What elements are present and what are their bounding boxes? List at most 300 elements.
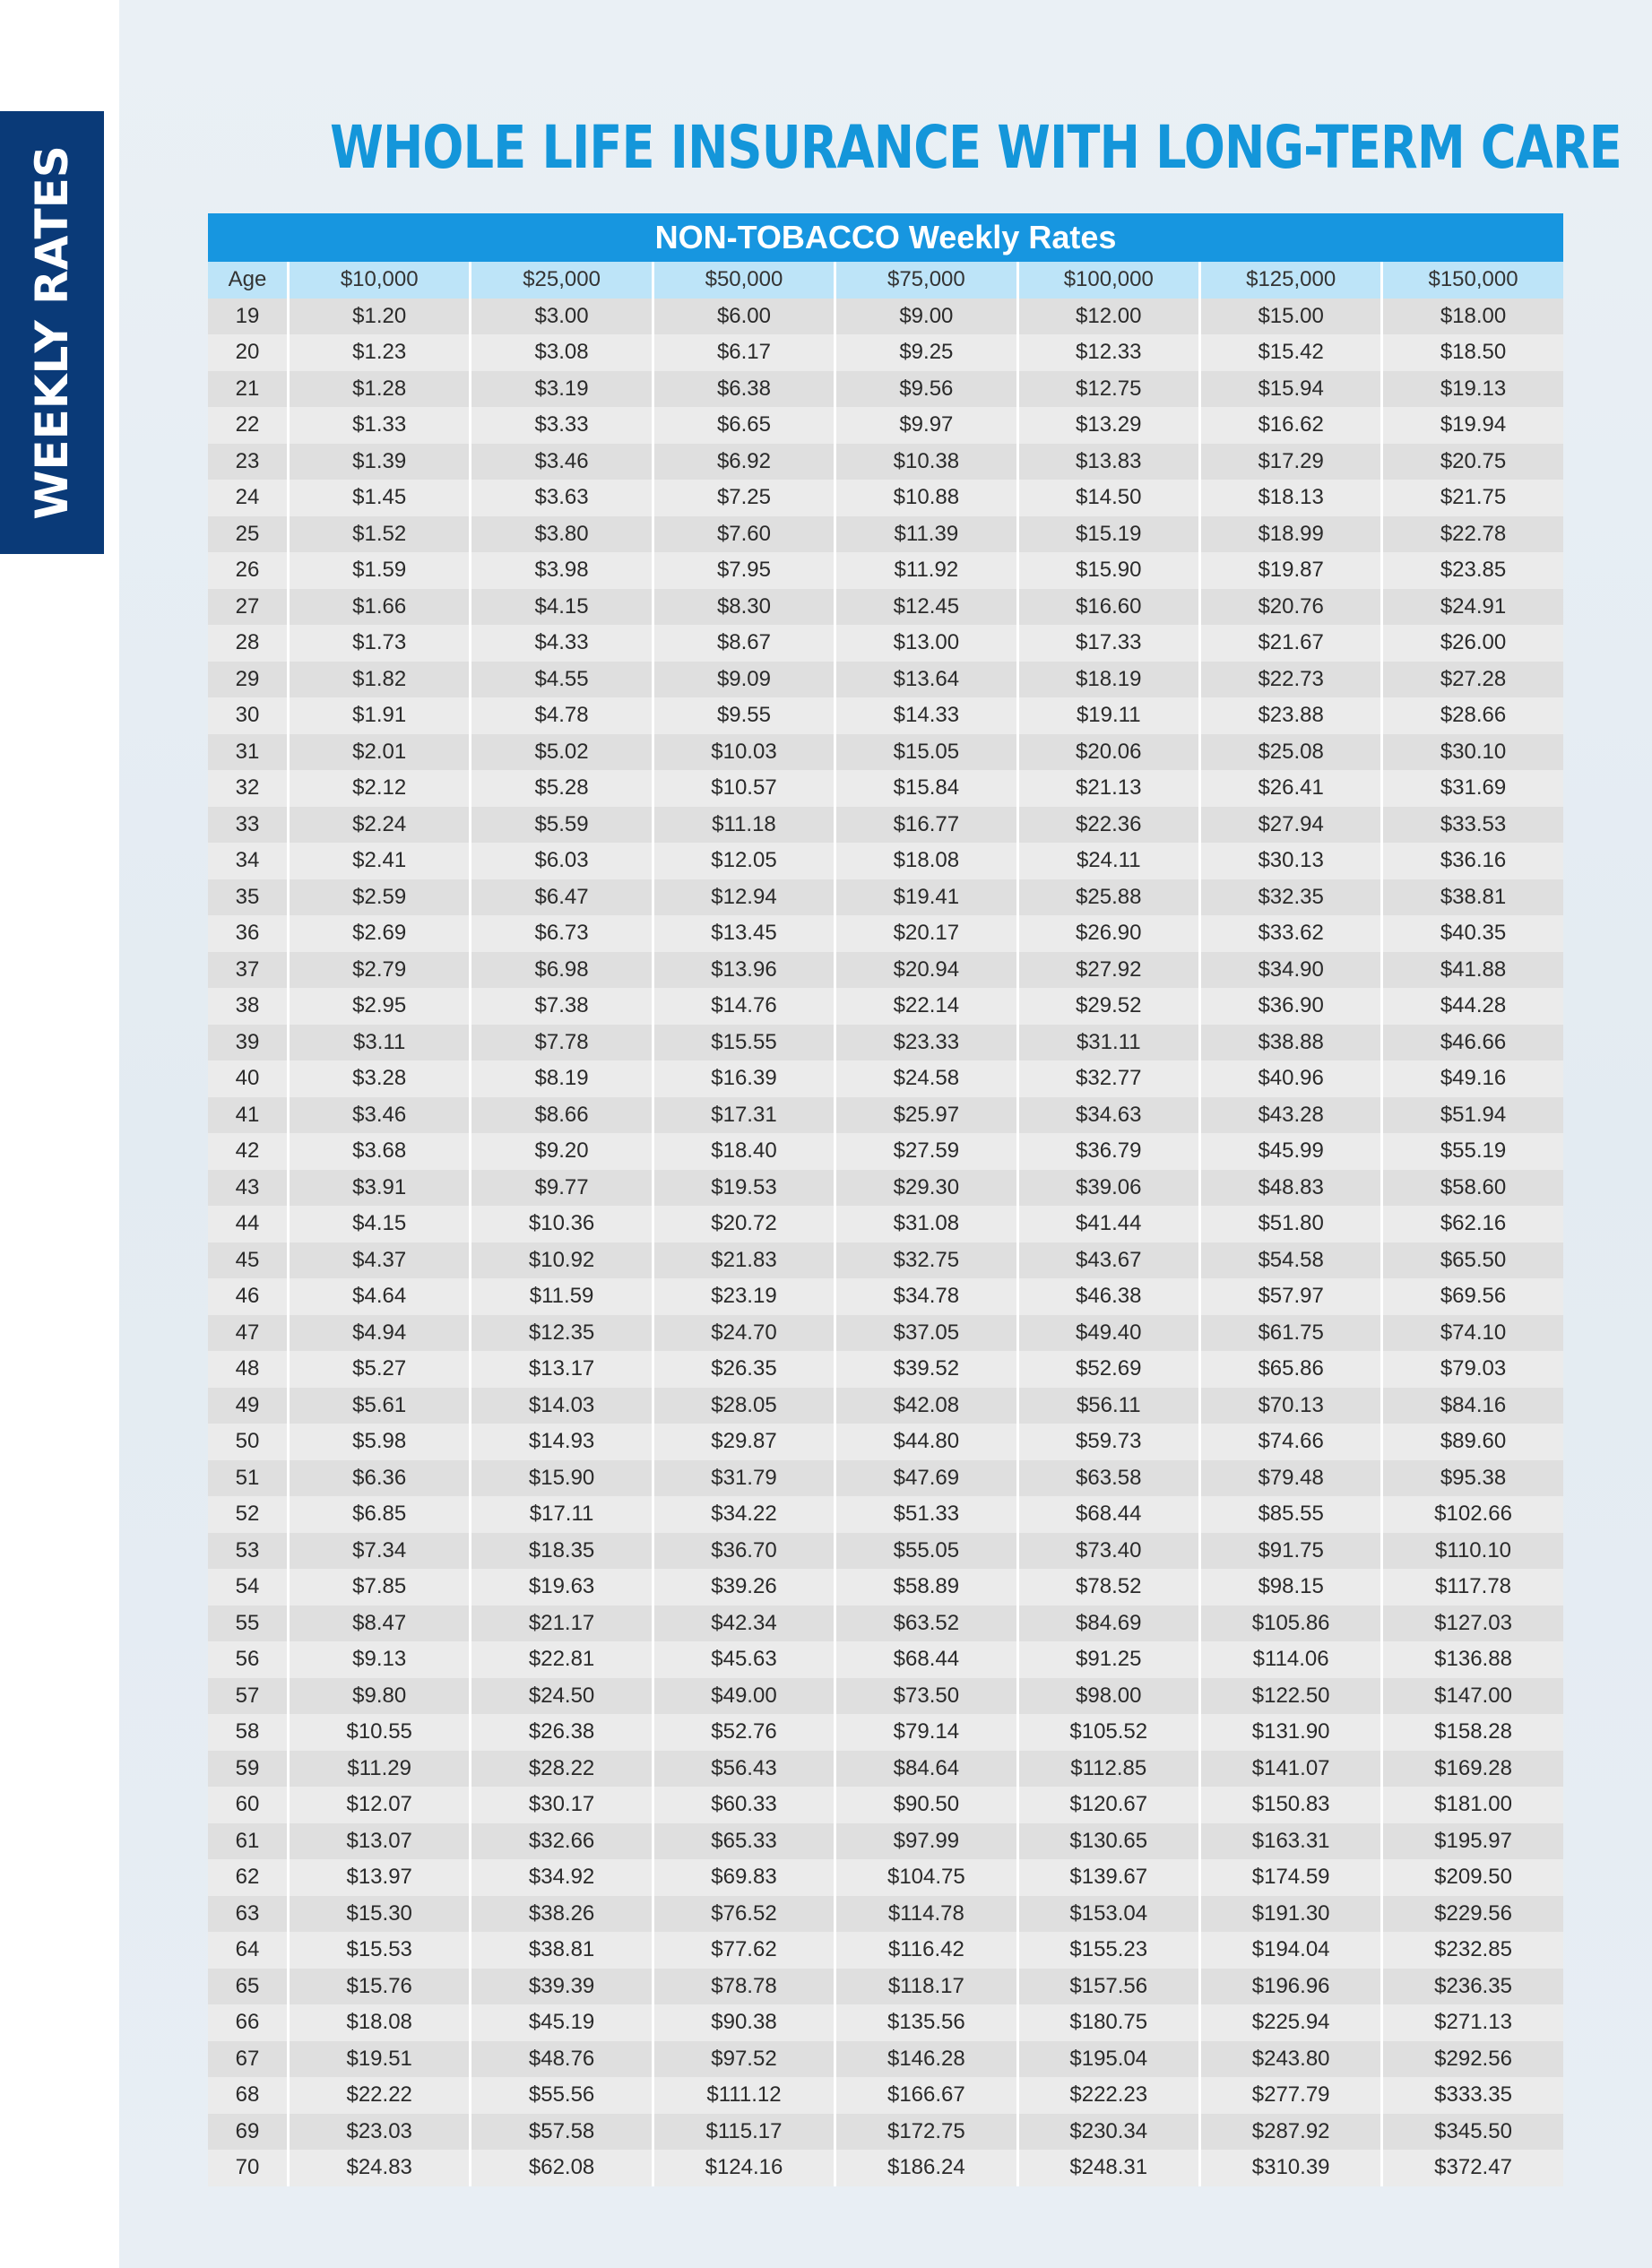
table-body (208, 299, 1563, 2186)
rate-cell: $1.23 (287, 334, 469, 371)
rate-cell: $1.39 (287, 444, 469, 480)
rate-cell: $116.42 (834, 1932, 1016, 1969)
rate-cell: $24.11 (1016, 843, 1198, 879)
rate-cell: $8.19 (469, 1060, 651, 1097)
rate-cell: $97.99 (834, 1823, 1016, 1860)
rate-cell: $37.05 (834, 1315, 1016, 1352)
rate-cell: $277.79 (1198, 2077, 1380, 2114)
table-row (208, 1242, 1563, 1279)
rate-cell: $232.85 (1380, 1932, 1562, 1969)
rate-cell: $68.44 (1016, 1496, 1198, 1533)
rate-cell: $16.62 (1198, 407, 1380, 444)
age-cell: 31 (208, 734, 287, 771)
rate-cell: $195.04 (1016, 2041, 1198, 2078)
rate-cell: $229.56 (1380, 1896, 1562, 1933)
rate-cell: $122.50 (1198, 1678, 1380, 1715)
rate-cell: $31.79 (652, 1460, 834, 1497)
rate-cell: $9.25 (834, 334, 1016, 371)
table-row (208, 1388, 1563, 1424)
rate-cell: $34.90 (1198, 952, 1380, 989)
rate-cell: $40.96 (1198, 1060, 1380, 1097)
rate-cell: $23.33 (834, 1025, 1016, 1061)
rate-cell: $102.66 (1380, 1496, 1562, 1533)
rate-cell: $44.80 (834, 1424, 1016, 1460)
rate-cell: $29.52 (1016, 988, 1198, 1025)
age-cell: 23 (208, 444, 287, 480)
table-row (208, 1533, 1563, 1570)
rate-cell: $26.41 (1198, 770, 1380, 807)
age-cell: 70 (208, 2150, 287, 2186)
table-row (208, 1170, 1563, 1207)
column-header-amount: $10,000 (287, 262, 469, 299)
rate-cell: $27.59 (834, 1133, 1016, 1170)
rate-cell: $12.33 (1016, 334, 1198, 371)
rate-cell: $195.97 (1380, 1823, 1562, 1860)
rate-cell: $14.93 (469, 1424, 651, 1460)
age-cell: 50 (208, 1424, 287, 1460)
column-header-age: Age (208, 262, 287, 299)
rate-cell: $1.82 (287, 662, 469, 698)
rate-cell: $3.33 (469, 407, 651, 444)
rate-cell: $1.33 (287, 407, 469, 444)
rate-cell: $8.66 (469, 1097, 651, 1134)
rate-cell: $19.63 (469, 1569, 651, 1606)
rate-cell: $89.60 (1380, 1424, 1562, 1460)
rate-cell: $10.55 (287, 1714, 469, 1751)
table-row (208, 2150, 1563, 2186)
rate-cell: $15.76 (287, 1969, 469, 2005)
rate-cell: $12.00 (1016, 299, 1198, 335)
rate-cell: $7.60 (652, 516, 834, 553)
rate-cell: $15.55 (652, 1025, 834, 1061)
rate-cell: $30.13 (1198, 843, 1380, 879)
rate-cell: $68.44 (834, 1641, 1016, 1678)
column-header-amount: $25,000 (469, 262, 651, 299)
table-row (208, 1751, 1563, 1788)
rate-cell: $13.97 (287, 1859, 469, 1896)
rate-cell: $25.08 (1198, 734, 1380, 771)
column-header-row (208, 262, 1563, 299)
table-row (208, 2077, 1563, 2114)
table-row (208, 1460, 1563, 1497)
rate-cell: $21.13 (1016, 770, 1198, 807)
rate-cell: $13.29 (1016, 407, 1198, 444)
rate-cell: $84.16 (1380, 1388, 1562, 1424)
table-row (208, 988, 1563, 1025)
rate-cell: $4.37 (287, 1242, 469, 1279)
table-row (208, 2004, 1563, 2041)
rate-cell: $84.64 (834, 1751, 1016, 1788)
rate-cell: $55.56 (469, 2077, 651, 2114)
rate-cell: $5.02 (469, 734, 651, 771)
rate-cell: $13.00 (834, 625, 1016, 662)
rate-cell: $19.11 (1016, 697, 1198, 734)
rate-cell: $17.31 (652, 1097, 834, 1134)
rate-cell: $3.11 (287, 1025, 469, 1061)
table-row (208, 843, 1563, 879)
rate-cell: $9.55 (652, 697, 834, 734)
table-row (208, 1859, 1563, 1896)
rate-cell: $36.16 (1380, 843, 1562, 879)
rate-cell: $25.88 (1016, 879, 1198, 916)
rate-cell: $8.30 (652, 589, 834, 626)
rate-cell: $3.00 (469, 299, 651, 335)
table-row (208, 299, 1563, 335)
rate-cell: $23.85 (1380, 552, 1562, 589)
age-cell: 27 (208, 589, 287, 626)
rate-cell: $33.62 (1198, 915, 1380, 952)
rates-table (208, 213, 1563, 2186)
side-tab (0, 111, 104, 554)
rate-cell: $6.00 (652, 299, 834, 335)
age-cell: 69 (208, 2114, 287, 2151)
rate-cell: $36.70 (652, 1533, 834, 1570)
rate-cell: $7.25 (652, 480, 834, 516)
rate-cell: $24.70 (652, 1315, 834, 1352)
rate-cell: $3.80 (469, 516, 651, 553)
age-cell: 55 (208, 1606, 287, 1642)
rate-cell: $3.46 (287, 1097, 469, 1134)
rate-cell: $23.19 (652, 1278, 834, 1315)
rate-cell: $49.40 (1016, 1315, 1198, 1352)
table-row (208, 2114, 1563, 2151)
rate-cell: $236.35 (1380, 1969, 1562, 2005)
rate-cell: $27.94 (1198, 807, 1380, 844)
rate-cell: $112.85 (1016, 1751, 1198, 1788)
rate-cell: $3.68 (287, 1133, 469, 1170)
rate-cell: $15.42 (1198, 334, 1380, 371)
rate-cell: $56.11 (1016, 1388, 1198, 1424)
table-row (208, 1569, 1563, 1606)
rate-cell: $9.00 (834, 299, 1016, 335)
rate-cell: $15.84 (834, 770, 1016, 807)
rate-cell: $34.92 (469, 1859, 651, 1896)
rate-cell: $44.28 (1380, 988, 1562, 1025)
rate-cell: $41.44 (1016, 1206, 1198, 1242)
rate-cell: $39.06 (1016, 1170, 1198, 1207)
rate-cell: $16.60 (1016, 589, 1198, 626)
rate-cell: $77.62 (652, 1932, 834, 1969)
rate-cell: $18.08 (834, 843, 1016, 879)
rate-cell: $2.41 (287, 843, 469, 879)
rate-cell: $60.33 (652, 1787, 834, 1823)
age-cell: 48 (208, 1351, 287, 1388)
rate-cell: $22.36 (1016, 807, 1198, 844)
age-cell: 60 (208, 1787, 287, 1823)
rate-cell: $23.88 (1198, 697, 1380, 734)
table-row (208, 1351, 1563, 1388)
rate-cell: $10.03 (652, 734, 834, 771)
rate-cell: $127.03 (1380, 1606, 1562, 1642)
table-row (208, 1823, 1563, 1860)
rate-cell: $1.59 (287, 552, 469, 589)
rate-cell: $1.66 (287, 589, 469, 626)
rate-cell: $26.38 (469, 1714, 651, 1751)
rate-cell: $166.67 (834, 2077, 1016, 2114)
rate-cell: $6.65 (652, 407, 834, 444)
table-row (208, 1496, 1563, 1533)
rate-cell: $34.63 (1016, 1097, 1198, 1134)
rate-cell: $65.86 (1198, 1351, 1380, 1388)
table-row (208, 480, 1563, 516)
rate-cell: $61.75 (1198, 1315, 1380, 1352)
rate-cell: $25.97 (834, 1097, 1016, 1134)
rate-cell: $118.17 (834, 1969, 1016, 2005)
age-cell: 26 (208, 552, 287, 589)
rate-cell: $230.34 (1016, 2114, 1198, 2151)
rate-cell: $18.08 (287, 2004, 469, 2041)
rate-cell: $39.52 (834, 1351, 1016, 1388)
rate-cell: $38.81 (1380, 879, 1562, 916)
rate-cell: $14.50 (1016, 480, 1198, 516)
rate-cell: $22.14 (834, 988, 1016, 1025)
rate-cell: $55.19 (1380, 1133, 1562, 1170)
age-cell: 45 (208, 1242, 287, 1279)
rate-cell: $90.50 (834, 1787, 1016, 1823)
rate-cell: $78.78 (652, 1969, 834, 2005)
rate-cell: $186.24 (834, 2150, 1016, 2186)
rate-cell: $43.67 (1016, 1242, 1198, 1279)
rate-cell: $85.55 (1198, 1496, 1380, 1533)
rate-cell: $2.95 (287, 988, 469, 1025)
rate-cell: $98.00 (1016, 1678, 1198, 1715)
table-row (208, 1133, 1563, 1170)
rate-cell: $11.29 (287, 1751, 469, 1788)
table-row (208, 444, 1563, 480)
rate-cell: $287.92 (1198, 2114, 1380, 2151)
column-header-amount: $125,000 (1198, 262, 1380, 299)
rate-cell: $19.53 (652, 1170, 834, 1207)
table-row (208, 1896, 1563, 1933)
rate-cell: $6.47 (469, 879, 651, 916)
rate-cell: $27.28 (1380, 662, 1562, 698)
rate-cell: $2.79 (287, 952, 469, 989)
rate-cell: $15.05 (834, 734, 1016, 771)
rate-cell: $4.55 (469, 662, 651, 698)
page-title: WHOLE LIFE INSURANCE WITH LONG-TERM CARE (330, 113, 1622, 182)
rate-cell: $43.28 (1198, 1097, 1380, 1134)
rate-cell: $74.10 (1380, 1315, 1562, 1352)
rate-cell: $2.12 (287, 770, 469, 807)
column-header-amount: $75,000 (834, 262, 1016, 299)
age-cell: 52 (208, 1496, 287, 1533)
rate-cell: $32.66 (469, 1823, 651, 1860)
rate-cell: $2.59 (287, 879, 469, 916)
rate-cell: $4.64 (287, 1278, 469, 1315)
rate-cell: $52.76 (652, 1714, 834, 1751)
rate-cell: $79.14 (834, 1714, 1016, 1751)
rate-cell: $10.92 (469, 1242, 651, 1279)
rate-cell: $26.00 (1380, 625, 1562, 662)
rate-cell: $18.40 (652, 1133, 834, 1170)
rate-cell: $17.33 (1016, 625, 1198, 662)
rate-cell: $3.19 (469, 371, 651, 408)
age-cell: 64 (208, 1932, 287, 1969)
rate-cell: $155.23 (1016, 1932, 1198, 1969)
rate-cell: $34.22 (652, 1496, 834, 1533)
rate-cell: $12.05 (652, 843, 834, 879)
rate-cell: $11.59 (469, 1278, 651, 1315)
rate-cell: $62.08 (469, 2150, 651, 2186)
rate-cell: $9.09 (652, 662, 834, 698)
rate-cell: $3.63 (469, 480, 651, 516)
rate-cell: $6.92 (652, 444, 834, 480)
table-row (208, 407, 1563, 444)
rate-cell: $4.33 (469, 625, 651, 662)
rate-cell: $9.97 (834, 407, 1016, 444)
age-cell: 63 (208, 1896, 287, 1933)
rate-cell: $65.33 (652, 1823, 834, 1860)
age-cell: 34 (208, 843, 287, 879)
table-row (208, 1206, 1563, 1242)
rate-cell: $120.67 (1016, 1787, 1198, 1823)
rate-cell: $2.01 (287, 734, 469, 771)
rate-cell: $59.73 (1016, 1424, 1198, 1460)
rate-cell: $10.38 (834, 444, 1016, 480)
table-row (208, 1060, 1563, 1097)
rate-cell: $26.35 (652, 1351, 834, 1388)
age-cell: 30 (208, 697, 287, 734)
rate-cell: $225.94 (1198, 2004, 1380, 2041)
table-row (208, 952, 1563, 989)
rate-cell: $21.67 (1198, 625, 1380, 662)
age-cell: 68 (208, 2077, 287, 2114)
rate-cell: $1.52 (287, 516, 469, 553)
rate-cell: $292.56 (1380, 2041, 1562, 2078)
rate-cell: $124.16 (652, 2150, 834, 2186)
rate-cell: $32.75 (834, 1242, 1016, 1279)
rate-cell: $271.13 (1380, 2004, 1562, 2041)
rate-cell: $7.85 (287, 1569, 469, 1606)
rate-cell: $141.07 (1198, 1751, 1380, 1788)
rate-cell: $11.18 (652, 807, 834, 844)
rate-cell: $19.51 (287, 2041, 469, 2078)
table-row (208, 879, 1563, 916)
age-cell: 65 (208, 1969, 287, 2005)
rate-cell: $110.10 (1380, 1533, 1562, 1570)
rate-cell: $79.48 (1198, 1460, 1380, 1497)
rate-cell: $5.59 (469, 807, 651, 844)
column-header-amount: $100,000 (1016, 262, 1198, 299)
rate-cell: $70.13 (1198, 1388, 1380, 1424)
rate-cell: $58.89 (834, 1569, 1016, 1606)
rate-cell: $147.00 (1380, 1678, 1562, 1715)
table-row (208, 770, 1563, 807)
rate-cell: $6.98 (469, 952, 651, 989)
rate-cell: $51.94 (1380, 1097, 1562, 1134)
rate-cell: $45.99 (1198, 1133, 1380, 1170)
rate-cell: $21.83 (652, 1242, 834, 1279)
rate-cell: $97.52 (652, 2041, 834, 2078)
rate-cell: $248.31 (1016, 2150, 1198, 2186)
rate-cell: $14.03 (469, 1388, 651, 1424)
rate-cell: $12.75 (1016, 371, 1198, 408)
age-cell: 20 (208, 334, 287, 371)
table-row (208, 807, 1563, 844)
rate-cell: $52.69 (1016, 1351, 1198, 1388)
table-row (208, 915, 1563, 952)
rate-cell: $22.22 (287, 2077, 469, 2114)
rate-cell: $20.17 (834, 915, 1016, 952)
rate-cell: $19.87 (1198, 552, 1380, 589)
table-row (208, 734, 1563, 771)
rate-cell: $115.17 (652, 2114, 834, 2151)
rate-cell: $13.83 (1016, 444, 1198, 480)
age-cell: 36 (208, 915, 287, 952)
age-cell: 25 (208, 516, 287, 553)
rate-cell: $31.11 (1016, 1025, 1198, 1061)
age-cell: 32 (208, 770, 287, 807)
rate-cell: $10.36 (469, 1206, 651, 1242)
rate-cell: $1.45 (287, 480, 469, 516)
rate-cell: $22.81 (469, 1641, 651, 1678)
rate-cell: $6.17 (652, 334, 834, 371)
rate-cell: $13.64 (834, 662, 1016, 698)
rate-cell: $111.12 (652, 2077, 834, 2114)
rate-cell: $95.38 (1380, 1460, 1562, 1497)
rate-cell: $32.77 (1016, 1060, 1198, 1097)
rate-cell: $9.20 (469, 1133, 651, 1170)
rate-cell: $130.65 (1016, 1823, 1198, 1860)
rate-cell: $39.39 (469, 1969, 651, 2005)
rate-cell: $157.56 (1016, 1969, 1198, 2005)
rate-cell: $1.91 (287, 697, 469, 734)
rate-cell: $18.13 (1198, 480, 1380, 516)
rate-cell: $30.17 (469, 1787, 651, 1823)
age-cell: 49 (208, 1388, 287, 1424)
table-row (208, 1641, 1563, 1678)
rate-cell: $31.69 (1380, 770, 1562, 807)
rate-cell: $2.24 (287, 807, 469, 844)
rate-cell: $39.26 (652, 1569, 834, 1606)
rate-cell: $105.52 (1016, 1714, 1198, 1751)
rate-cell: $21.17 (469, 1606, 651, 1642)
rate-cell: $105.86 (1198, 1606, 1380, 1642)
rate-cell: $17.11 (469, 1496, 651, 1533)
rate-cell: $8.47 (287, 1606, 469, 1642)
rate-cell: $62.16 (1380, 1206, 1562, 1242)
age-cell: 37 (208, 952, 287, 989)
rate-cell: $6.73 (469, 915, 651, 952)
table-row (208, 697, 1563, 734)
age-cell: 58 (208, 1714, 287, 1751)
age-cell: 67 (208, 2041, 287, 2078)
age-cell: 59 (208, 1751, 287, 1788)
rate-cell: $36.90 (1198, 988, 1380, 1025)
table-row (208, 1424, 1563, 1460)
rate-cell: $18.35 (469, 1533, 651, 1570)
rate-cell: $28.05 (652, 1388, 834, 1424)
age-cell: 22 (208, 407, 287, 444)
rate-cell: $174.59 (1198, 1859, 1380, 1896)
rate-cell: $136.88 (1380, 1641, 1562, 1678)
rate-cell: $158.28 (1380, 1714, 1562, 1751)
age-cell: 29 (208, 662, 287, 698)
rate-cell: $69.56 (1380, 1278, 1562, 1315)
rate-cell: $7.34 (287, 1533, 469, 1570)
rate-cell: $5.28 (469, 770, 651, 807)
age-cell: 42 (208, 1133, 287, 1170)
rate-cell: $19.41 (834, 879, 1016, 916)
age-cell: 53 (208, 1533, 287, 1570)
rate-cell: $49.00 (652, 1678, 834, 1715)
rate-cell: $1.20 (287, 299, 469, 335)
table-title: NON-TOBACCO Weekly Rates (208, 213, 1563, 262)
rate-cell: $15.90 (1016, 552, 1198, 589)
rate-cell: $26.90 (1016, 915, 1198, 952)
rate-cell: $46.38 (1016, 1278, 1198, 1315)
table-row (208, 1606, 1563, 1642)
